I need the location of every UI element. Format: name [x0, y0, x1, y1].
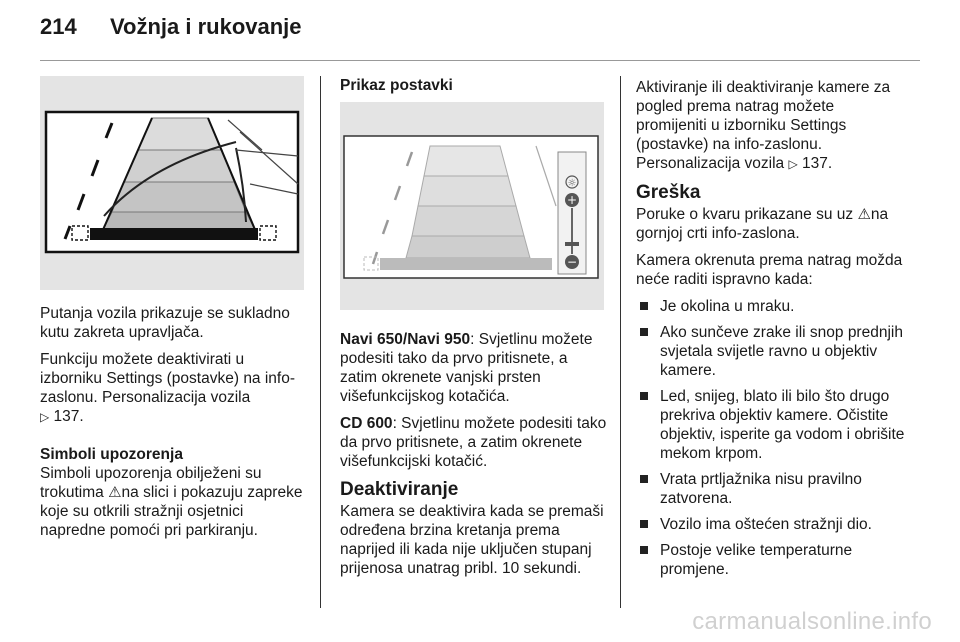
- paragraph-camera-toggle: Aktiviranje ili deaktiviranje kamere za pogled prema natrag možete promijeniti u izborniku Settings (postavke) na info-zaslonu. Personalizacija vozila ▷ 137.: [636, 79, 891, 172]
- paragraph-camera-may-fail: Kamera okrenuta prema natrag možda neće raditi ispravno kada:: [636, 252, 903, 288]
- page-reference-arrow-icon: ▷: [788, 157, 798, 171]
- display-settings-illustration: [340, 102, 604, 310]
- heading-deactivation: Deaktiviranje: [340, 479, 459, 500]
- page-header: [40, 14, 302, 40]
- bullet-square-icon: [640, 520, 648, 528]
- svg-text:☼: ☼: [567, 178, 577, 189]
- page-number: 214: [40, 14, 77, 39]
- rear-camera-guidelines-illustration: [40, 76, 304, 290]
- paragraph-trajectory: Putanja vozila prikazuje se sukladno kutu zakreta upravljača.: [40, 305, 290, 341]
- bullet-square-icon: [640, 475, 648, 483]
- page-title: Vožnja i rukovanje: [110, 14, 302, 39]
- column-divider-2: [620, 76, 621, 608]
- column-2-text: [340, 330, 608, 586]
- paragraph-deactivation: Kamera se deaktivira kada se premaši određena brzina kretanja prema naprijed ili kada nije uključen stupanj prijenosa unatrag pribl. 10 sekundi.: [340, 503, 604, 577]
- list-item: Postoje velike temperaturne promjene.: [636, 541, 908, 579]
- display-settings-figure: [340, 102, 604, 310]
- list-item: Vrata prtljažnika nisu pravilno zatvorena.: [636, 470, 908, 508]
- column-1: [40, 304, 308, 548]
- list-item: Vozilo ima oštećen stražnji dio.: [636, 515, 908, 534]
- bullet-square-icon: [640, 302, 648, 310]
- failure-conditions-list: [636, 297, 908, 579]
- paragraph-error-messages: Poruke o kvaru prikazane su uz ⚠na gornjoj crti info-zaslona.: [636, 206, 889, 242]
- bullet-square-icon: [640, 546, 648, 554]
- list-item: Je okolina u mraku.: [636, 297, 908, 316]
- bullet-square-icon: [640, 392, 648, 400]
- svg-text:−: −: [566, 255, 578, 269]
- column-3: [636, 78, 908, 586]
- page-reference[interactable]: 137.: [802, 155, 833, 172]
- svg-text:+: +: [566, 193, 578, 207]
- watermark: carmanualsonline.info: [692, 608, 932, 635]
- paragraph-cd-brightness: CD 600: Svjetlinu možete podesiti tako da prvo pritisnete, a zatim okrenete višefunkcijski kotačić.: [340, 415, 607, 470]
- paragraph-deactivate-function: Funkciju možete deaktivirati u izborniku Settings (postavke) na info-zaslonu. Personalizacija vozila ▷ 137.: [40, 351, 296, 425]
- rear-camera-guidelines-figure: [40, 76, 304, 290]
- column-divider-1: [320, 76, 321, 608]
- warning-triangle-icon: ⚠: [108, 484, 122, 501]
- list-item: Led, snijeg, blato ili bilo što drugo prekriva objektiv kamere. Očistite objektiv, isperite ga vodom i obrišite mekom krpom.: [636, 387, 908, 463]
- header-rule: [40, 60, 920, 61]
- heading-error: Greška: [636, 182, 701, 203]
- column-2: [340, 76, 604, 95]
- heading-display-settings: Prikaz postavki: [340, 77, 453, 94]
- bullet-square-icon: [640, 328, 648, 336]
- page-reference[interactable]: 137.: [53, 408, 84, 425]
- list-item: Ako sunčeve zrake ili snop prednjih svjetala svijetle ravno u objektiv kamere.: [636, 323, 908, 380]
- page-reference-arrow-icon: ▷: [40, 410, 50, 424]
- heading-warning-symbols: Simboli upozorenja: [40, 446, 183, 463]
- paragraph-navi-brightness: Navi 650/Navi 950: Svjetlinu možete podesiti tako da prvo pritisnete, a zatim okrenete vanjski prsten višefunkcijskog kotačića.: [340, 331, 593, 405]
- warning-triangle-icon: ⚠: [857, 206, 871, 223]
- paragraph-warning-symbols: Simboli upozorenja obilježeni su trokutima ⚠na slici i pokazuju zapreke koje su otkrili stražnji osjetnici napredne pomoći pri parkiranju.: [40, 465, 303, 539]
